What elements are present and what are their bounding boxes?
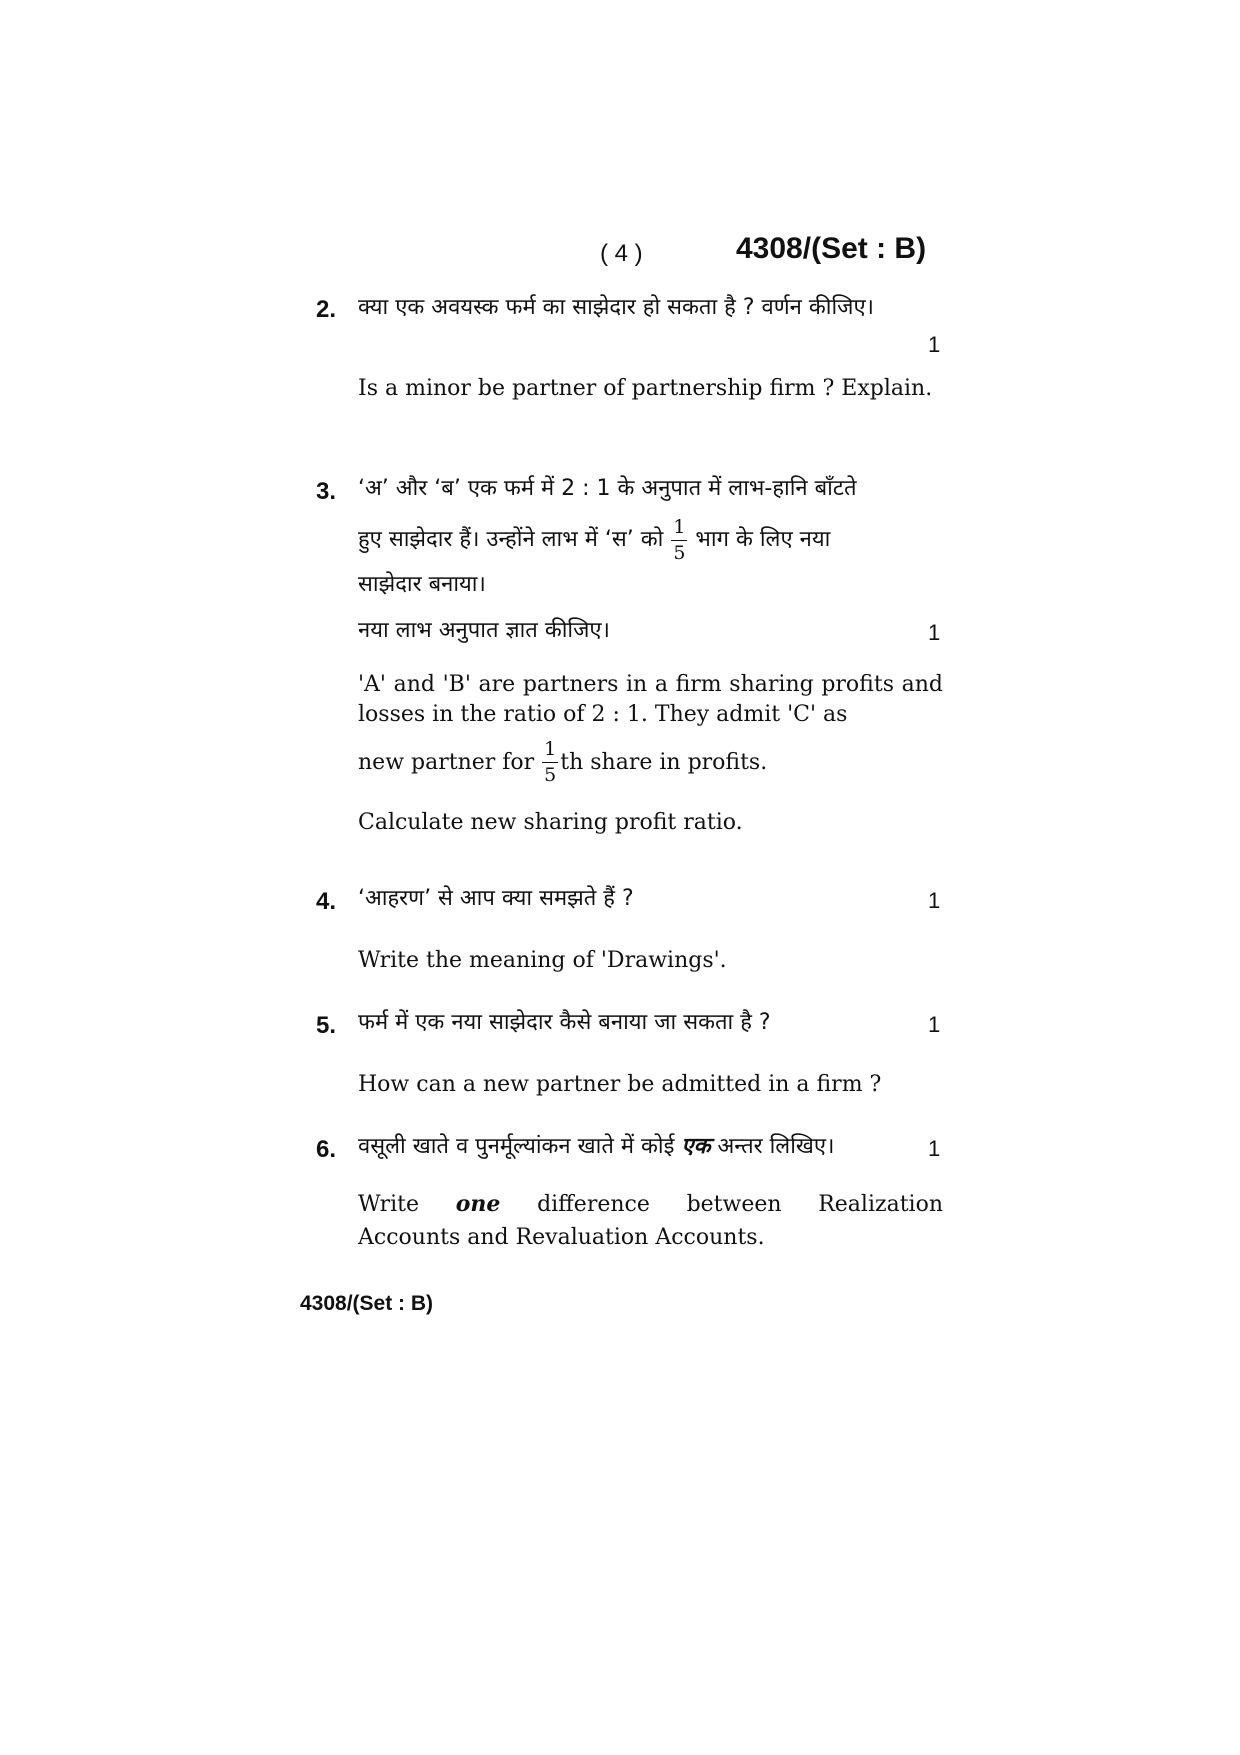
justified-line	[358, 1188, 943, 1221]
question-marks: 1	[928, 888, 941, 913]
word: Realization	[818, 1192, 943, 1217]
fraction-one-fifth	[671, 515, 687, 564]
paper-code-footer: 4308/(Set : B)	[300, 1292, 434, 1315]
question-hindi-text: फर्म में एक नया साझेदार कैसे बनाया जा सकता है ?	[358, 1010, 771, 1035]
question-english-instruction: Calculate new sharing profit ratio.	[358, 810, 743, 835]
question-hindi-text: क्या एक अवयस्क फर्म का साझेदार हो सकता है ? वर्णन कीजिए।	[358, 295, 874, 320]
question-english-text: new partner for	[358, 749, 535, 775]
question-number: 5.	[316, 1012, 337, 1039]
fraction-denominator: 5	[544, 763, 557, 786]
question-marks: 1	[928, 1136, 941, 1161]
question-hindi-line: साझेदार बनाया।	[358, 572, 486, 597]
question-english-text: Accounts and Revaluation Accounts.	[358, 1225, 765, 1250]
emphasis-word: one	[455, 1191, 501, 1217]
question-english-line-with-fraction	[358, 732, 943, 792]
question-marks: 1	[928, 1012, 941, 1037]
question-marks: 1	[928, 332, 941, 357]
question-number: 2.	[316, 296, 337, 323]
question-english-text: Write the meaning of 'Drawings'.	[358, 948, 727, 973]
question-number: 3.	[316, 478, 337, 505]
question-english-text: How can a new partner be admitted in a firm ?	[358, 1072, 882, 1097]
question-hindi-line-with-fraction	[358, 510, 943, 570]
question-hindi-text	[358, 1130, 943, 1164]
question-english-text: Is a minor be partner of partnership firm ? Explain.	[358, 376, 933, 401]
question-number: 4.	[316, 888, 337, 915]
question-hindi-text: ‘आहरण’ से आप क्या समझते हैं ?	[358, 886, 634, 911]
fraction-numerator: 1	[542, 740, 558, 763]
question-number: 6.	[316, 1136, 337, 1163]
question-marks: 1	[928, 620, 941, 645]
question-english-text: 'A' and 'B' are partners in a firm sharing profits and losses in the ratio of 2 : 1. They admit 'C' as	[358, 672, 943, 727]
page-number: ( 4 )	[600, 240, 643, 267]
question-hindi-text: हुए साझेदार हैं। उन्होंने लाभ में ‘स’ को	[358, 527, 664, 552]
question-hindi-text-part: वसूली खाते व पुनर्मूल्यांकन खाते में कोई	[358, 1134, 675, 1159]
word: Write	[358, 1192, 420, 1217]
fraction-one-fifth	[542, 737, 558, 786]
question-hindi-text: भाग के लिए नया	[695, 527, 831, 552]
question-english-line	[358, 1188, 943, 1221]
emphasis-word: एक	[681, 1134, 711, 1159]
question-english-text: th share in profits.	[560, 749, 768, 775]
question-hindi-line: ‘अ’ और ‘ब’ एक फर्म में 2 : 1 के अनुपात में लाभ-हानि बाँटते	[358, 476, 857, 501]
fraction-numerator: 1	[671, 518, 687, 541]
fraction-denominator: 5	[673, 541, 686, 564]
question-hindi-text-part: अन्तर लिखिए।	[717, 1134, 835, 1159]
word: between	[686, 1192, 782, 1217]
paper-code-header: 4308/(Set : B)	[736, 232, 927, 265]
word: difference	[537, 1192, 650, 1217]
question-hindi-instruction: नया लाभ अनुपात ज्ञात कीजिए।	[358, 618, 610, 643]
